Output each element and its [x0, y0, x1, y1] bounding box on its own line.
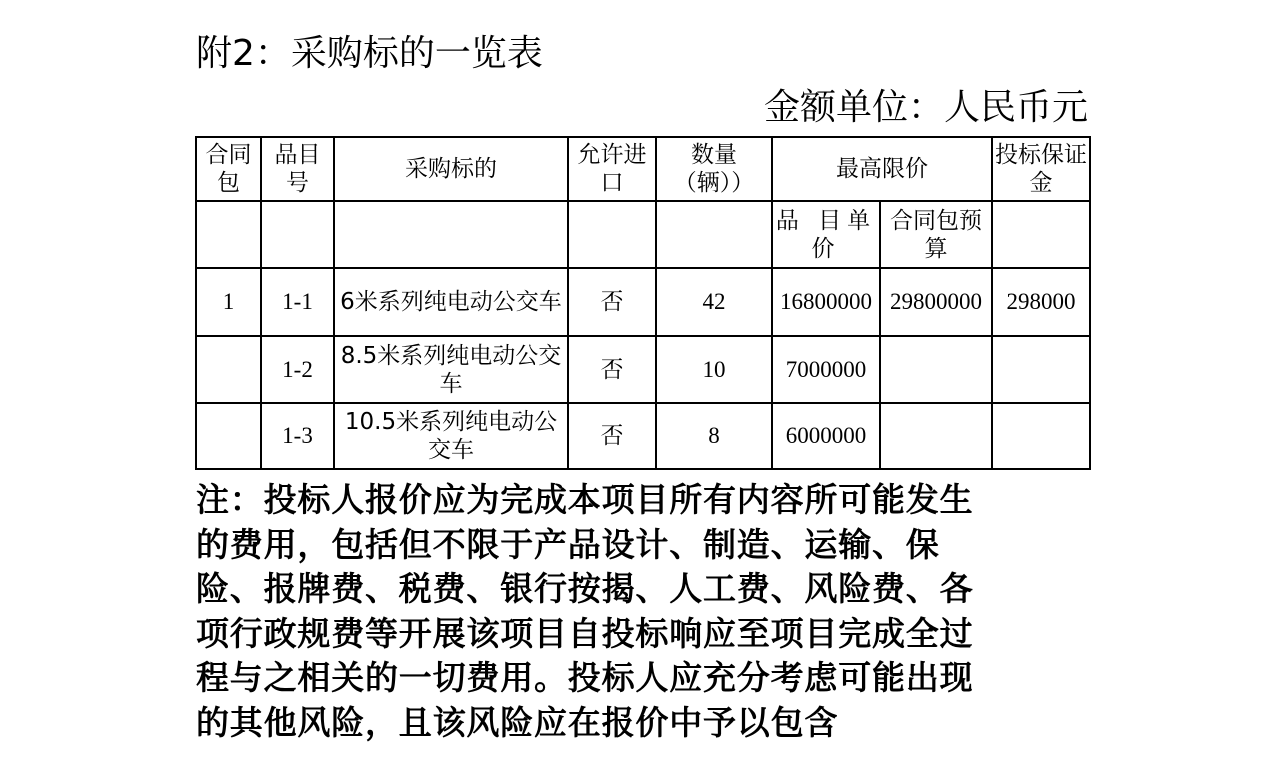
cell-package: 1: [196, 268, 261, 336]
header-contract-package: 合同包: [196, 137, 261, 201]
cell-package-budget: [880, 403, 992, 469]
empty-cell: [568, 201, 656, 268]
header-max-price: 最高限价: [772, 137, 992, 201]
note-line: 程与之相关的一切费用。投标人应充分考虑可能出现: [196, 658, 974, 697]
header-import-allowed: 允许进口: [568, 137, 656, 201]
cell-target: 8.5米系列纯电动公交车: [334, 336, 568, 403]
cell-package-budget: [880, 336, 992, 403]
cell-import-allowed: 否: [568, 336, 656, 403]
empty-cell: [334, 201, 568, 268]
cell-import-allowed: 否: [568, 268, 656, 336]
table-row: [196, 336, 1090, 403]
cell-item-no: 1-3: [261, 403, 334, 469]
cell-unit-price: 16800000: [772, 268, 880, 336]
currency-unit-note: 金额单位：人民币元: [763, 87, 1088, 128]
cell-package-budget: 29800000: [880, 268, 992, 336]
empty-cell: [196, 201, 261, 268]
cell-package: [196, 403, 261, 469]
note-line: 的费用，包括但不限于产品设计、制造、运输、保: [196, 524, 940, 564]
cell-deposit: [992, 403, 1090, 469]
page-title: 附2：采购标的一览表: [196, 33, 543, 74]
cell-quantity: 42: [656, 268, 772, 336]
cell-target: 10.5米系列纯电动公交车: [334, 403, 568, 469]
subheader-row: [196, 201, 1090, 268]
header-item-no: 品目号: [261, 137, 334, 201]
cell-package: [196, 336, 261, 403]
cell-target: 6米系列纯电动公交车: [334, 268, 568, 336]
note-line: 的其他风险，且该风险应在报价中予以包含: [196, 702, 839, 742]
cell-import-allowed: 否: [568, 403, 656, 469]
cell-item-no: 1-1: [261, 268, 334, 336]
cell-quantity: 8: [656, 403, 772, 469]
header-package-budget: 合同包预算: [880, 201, 992, 268]
note-line: 项行政规费等开展该项目自投标响应至项目完成全过: [196, 613, 974, 653]
empty-cell: [992, 201, 1090, 268]
header-deposit: 投标保证金: [992, 137, 1090, 201]
table-row: [196, 268, 1090, 336]
empty-cell: [656, 201, 772, 268]
table-row: [196, 403, 1090, 469]
cell-item-no: 1-2: [261, 336, 334, 403]
note-line: 险、报牌费、税费、银行按揭、人工费、风险费、各: [196, 569, 974, 608]
note-line: 注：投标人报价应为完成本项目所有内容所可能发生: [196, 480, 974, 519]
cell-deposit: [992, 336, 1090, 403]
cell-unit-price: 6000000: [772, 403, 880, 469]
header-target: 采购标的: [334, 137, 568, 201]
cell-quantity: 10: [656, 336, 772, 403]
header-unit-price: 品 目单 价: [772, 201, 880, 268]
header-row: [196, 137, 1090, 201]
empty-cell: [261, 201, 334, 268]
header-quantity: 数量（辆））: [656, 137, 772, 201]
cell-unit-price: 7000000: [772, 336, 880, 403]
procurement-table: [195, 136, 1091, 470]
pricing-note: [196, 478, 1096, 745]
cell-deposit: 298000: [992, 268, 1090, 336]
